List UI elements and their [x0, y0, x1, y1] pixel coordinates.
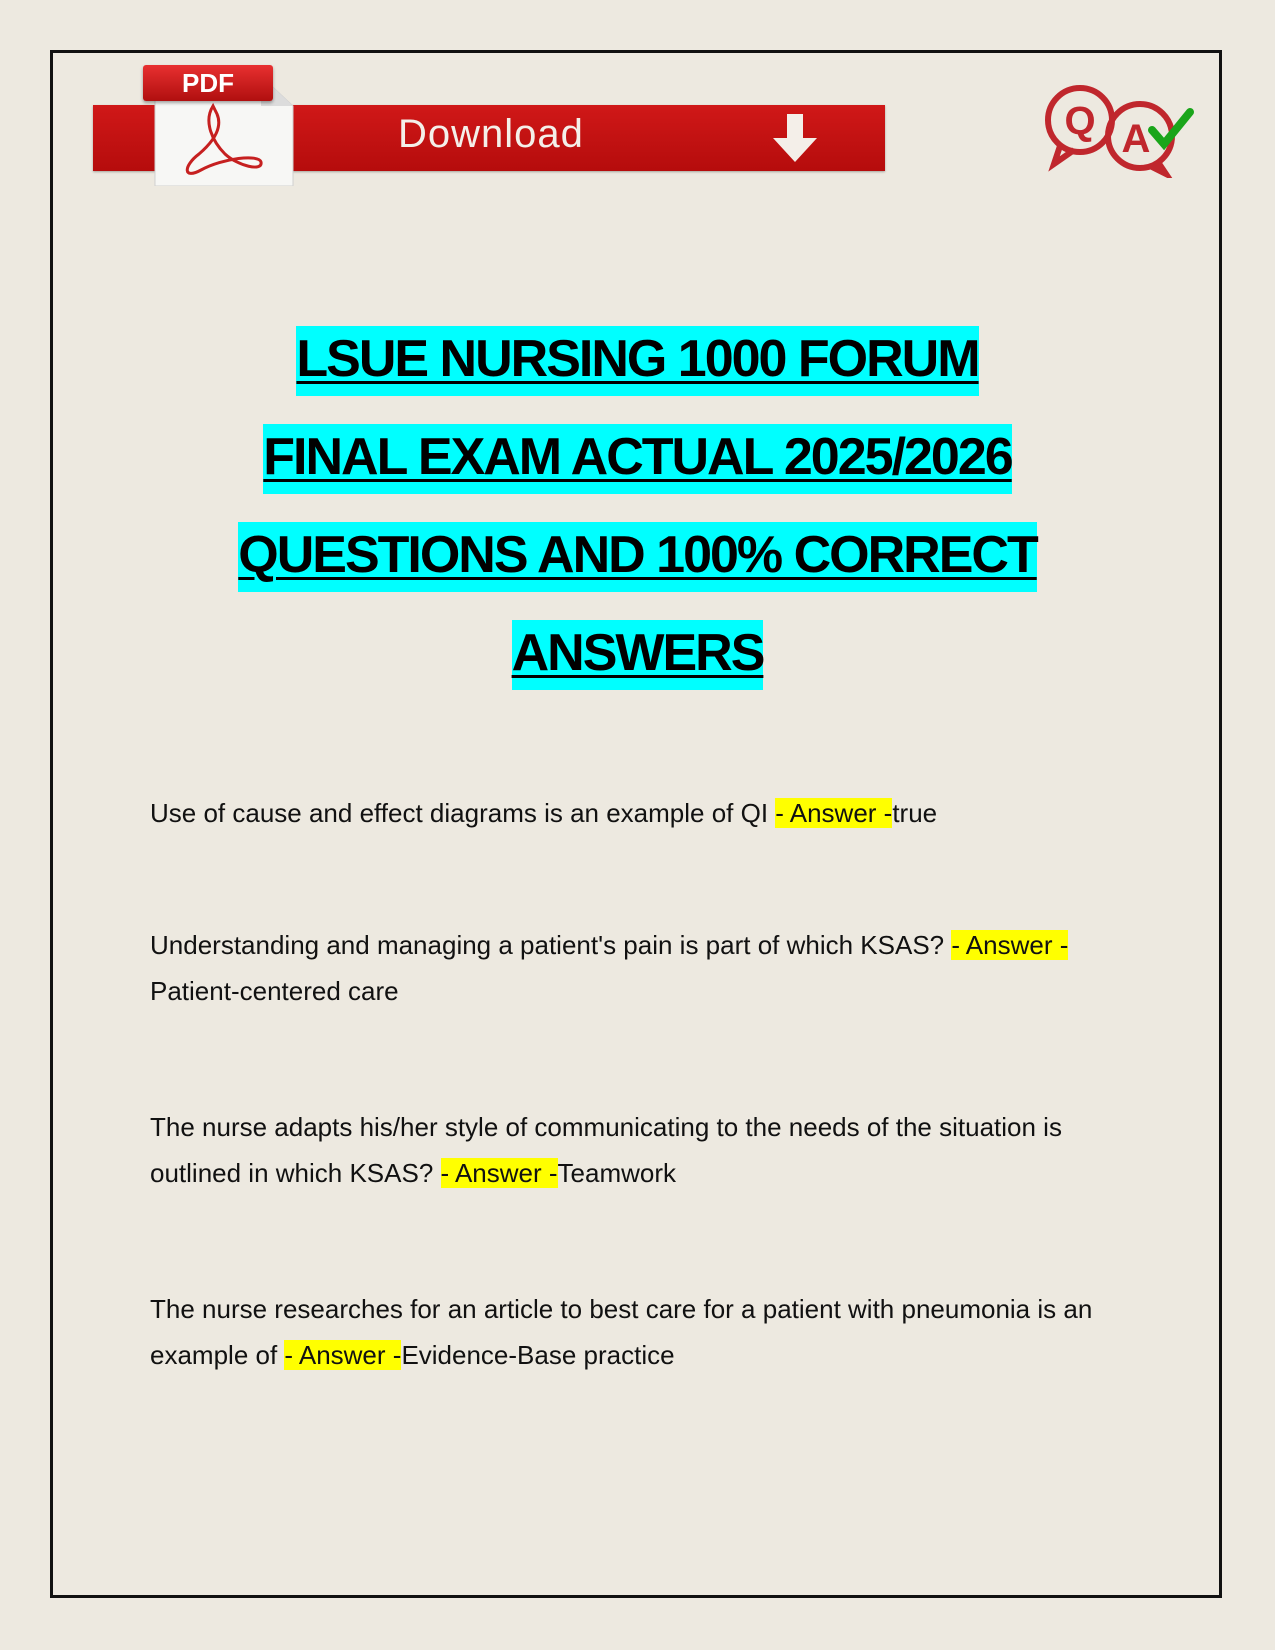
question-text: The nurse adapts his/her style of communicating to the needs of the situation is outlined in which KSAS? — [150, 1112, 1062, 1188]
svg-text:A: A — [1121, 117, 1151, 161]
svg-text:Q: Q — [1064, 99, 1096, 143]
title-line: ANSWERS — [0, 604, 1275, 702]
qa-item — [150, 1286, 1100, 1378]
title-line: LSUE NURSING 1000 FORUM — [0, 310, 1275, 408]
pdf-download-banner[interactable] — [93, 62, 885, 186]
qa-logo-icon — [1040, 78, 1210, 178]
pdf-file-icon — [143, 62, 303, 186]
pdf-label: PDF — [143, 65, 273, 101]
answer-text: true — [892, 798, 938, 828]
title-line: FINAL EXAM ACTUAL 2025/2026 — [0, 408, 1275, 506]
qa-item — [150, 922, 1100, 1014]
answer-text: Teamwork — [557, 1158, 677, 1188]
qa-item — [150, 790, 1100, 836]
document-title — [0, 310, 1275, 702]
answer-marker: - Answer - — [440, 1158, 558, 1188]
answer-marker: - Answer - — [951, 930, 1069, 960]
answer-text: Patient-centered care — [150, 976, 399, 1006]
qa-item — [150, 1104, 1100, 1196]
answer-marker: - Answer - — [775, 798, 893, 828]
question-text: Understanding and managing a patient's pain is part of which KSAS? — [150, 930, 952, 960]
download-arrow-icon — [773, 114, 817, 164]
title-line: QUESTIONS AND 100% CORRECT — [0, 506, 1275, 604]
answer-text: Evidence-Base practice — [401, 1340, 675, 1370]
answer-marker: - Answer - — [284, 1340, 402, 1370]
question-text: The nurse researches for an article to best care for a patient with pneumonia is an example of — [150, 1294, 1093, 1370]
download-label: Download — [398, 112, 584, 156]
question-text: Use of cause and effect diagrams is an example of QI — [150, 798, 776, 828]
